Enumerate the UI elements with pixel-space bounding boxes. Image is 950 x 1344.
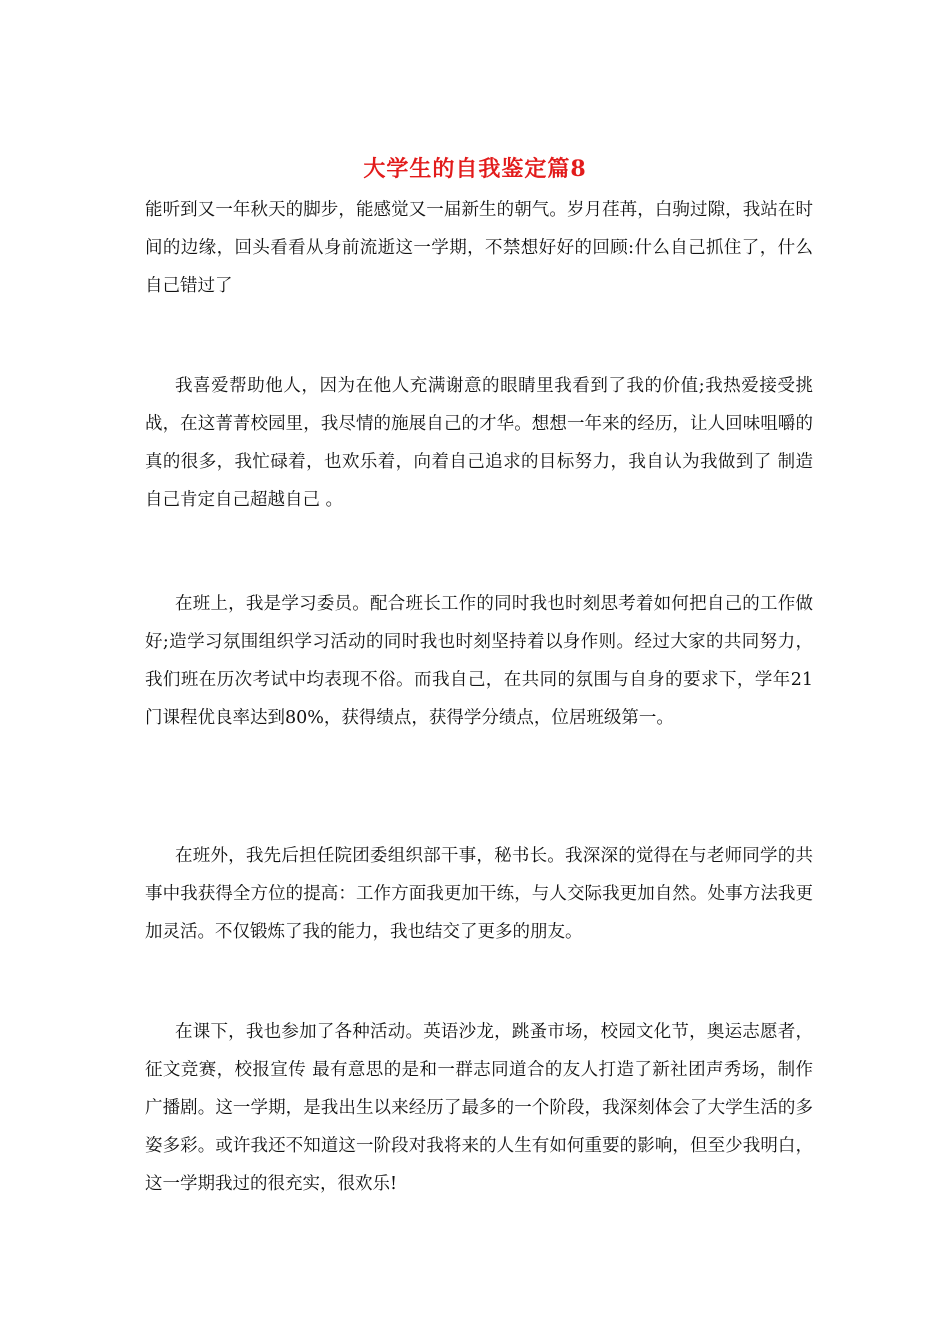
paragraph-activities: 在课下，我也参加了各种活动。英语沙龙，跳蚤市场，校园文化节，奥运志愿者，征文竞赛，校报宣传 最有意思的是和一群志同道合的友人打造了新社团声秀场，制作广播剧。这一学期，是我出生以来经历了最多的一个阶段，我深刻体会了大学生活的多姿多彩。或许我还不知道这一阶段对我将来的人生有如何重要的影响，但至少我明白，这一学期我过的很充实，很欢乐! — [145, 1022, 813, 1194]
paragraph-intro: 能听到又一年秋天的脚步，能感觉又一届新生的朝气。岁月荏苒，白驹过隙，我站在时间的边缘，回头看看从身前流逝这一学期，不禁想好好的回顾:什么自己抓住了，什么自己错过了 — [145, 200, 813, 296]
document-title: 大学生的自我鉴定篇8 — [363, 156, 587, 182]
paragraph-in-class: 在班上，我是学习委员。配合班长工作的同时我也时刻思考着如何把自己的工作做好;造学习氛围组织学习活动的同时我也时刻坚持着以身作则。经过大家的共同努力，我们班在历次考试中均表现不俗。而我自己，在共同的氛围与自身的要求下，学年21门课程优良率达到80%，获得绩点，获得学分绩点，位居班级第一。 — [145, 594, 813, 728]
paragraph-out-of-class: 在班外，我先后担任院团委组织部干事，秘书长。我深深的觉得在与老师同学的共事中我获得全方位的提高：工作方面我更加干练，与人交际我更加自然。处事方法我更加灵活。不仅锻炼了我的能力，我也结交了更多的朋友。 — [145, 846, 813, 942]
paragraph-personality: 我喜爱帮助他人，因为在他人充满谢意的眼睛里我看到了我的价值;我热爱接受挑战，在这菁菁校园里，我尽情的施展自己的才华。想想一年来的经历，让人回味咀嚼的真的很多，我忙碌着，也欢乐着，向着自己追求的目标努力，我自认为我做到了 制造自己肯定自己超越自己 。 — [145, 376, 813, 510]
